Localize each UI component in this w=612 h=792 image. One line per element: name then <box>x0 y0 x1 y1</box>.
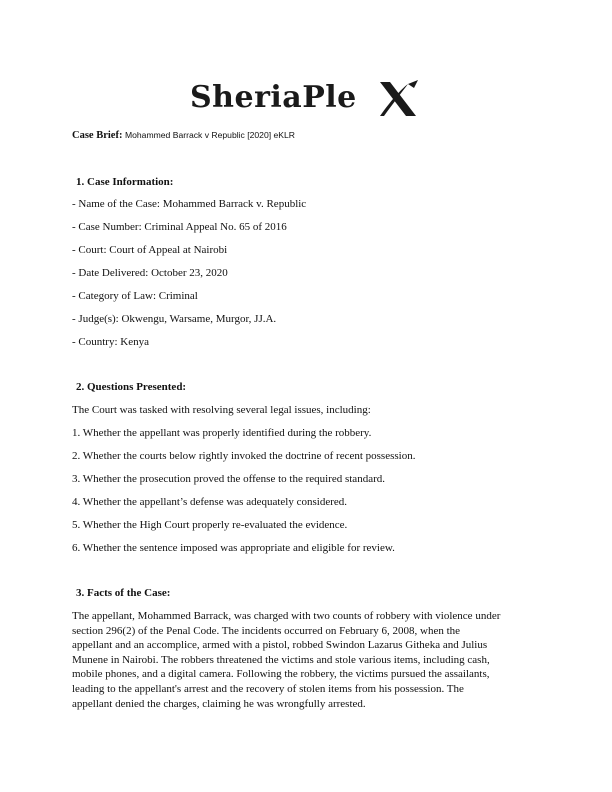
question-item: 3. Whether the prosecution proved the offense to the required standard. <box>72 473 385 485</box>
facts-line: leading to the appellant's arrest and the recovery of stolen items from his possession. The <box>72 682 464 695</box>
case-info-item: - Category of Law: Criminal <box>72 290 198 302</box>
sheriaplex-logo <box>190 78 422 124</box>
question-item: 6. Whether the sentence imposed was appropriate and eligible for review. <box>72 542 395 554</box>
case-info-item: - Judge(s): Okwengu, Warsame, Murgor, JJ.A. <box>72 313 277 325</box>
case-information-heading: 1. Case Information: <box>76 176 174 188</box>
case-brief-line <box>72 128 295 143</box>
case-info-item: - Case Number: Criminal Appeal No. 65 of 2016 <box>72 221 287 233</box>
case-info-item: - Date Delivered: October 23, 2020 <box>72 267 228 279</box>
questions-intro: The Court was tasked with resolving several legal issues, including: <box>72 404 371 416</box>
facts-line: Munene in Nairobi. The robbers threatened the victims and stole various items, including cash, <box>72 653 490 666</box>
case-brief-label: Case Brief: <box>72 130 123 141</box>
facts-heading: 3. Facts of the Case: <box>76 587 171 599</box>
logo-text: SheriaPle <box>190 80 357 115</box>
facts-line: appellant and an accomplice, armed with a pistol, robbed Swindon Lazarus Githeka and Julius <box>72 639 488 652</box>
facts-line: section 296(2) of the Penal Code. The incidents occurred on February 6, 2008, when the <box>72 624 461 637</box>
question-item: 4. Whether the appellant’s defense was adequately considered. <box>72 496 347 508</box>
question-item: 1. Whether the appellant was properly identified during the robbery. <box>72 427 372 439</box>
facts-line: mobile phones, and a digital camera. Following the robbery, the victims pursued the assailants, <box>72 668 490 681</box>
facts-paragraph <box>72 609 552 711</box>
case-info-item: - Court: Court of Appeal at Nairobi <box>72 244 228 256</box>
question-item: 5. Whether the High Court properly re-evaluated the evidence. <box>72 519 348 531</box>
case-info-item: - Name of the Case: Mohammed Barrack v. Republic <box>72 198 307 210</box>
case-info-item: - Country: Kenya <box>72 336 149 348</box>
case-brief-title: Mohammed Barrack v Republic [2020] eKLR <box>124 130 295 140</box>
facts-line: appellant denied the charges, claiming he was wrongfully arrested. <box>72 697 366 710</box>
question-item: 2. Whether the courts below rightly invoked the doctrine of recent possession. <box>72 450 416 462</box>
facts-line: The appellant, Mohammed Barrack, was charged with two counts of robbery with violence under <box>72 610 501 622</box>
questions-presented-heading: 2. Questions Presented: <box>76 381 187 393</box>
x-mark-logo-icon <box>378 80 418 118</box>
